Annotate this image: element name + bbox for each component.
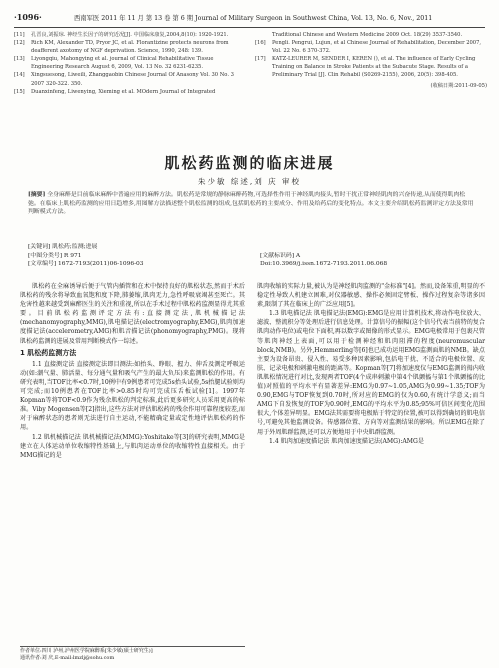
reference-item: Traditional Chinese and Western Medicine 2009 Oct. 18(29) 3537-3540. — [272, 32, 463, 38]
paragraph-1-2: 1.2 肌机械描记法 肌机械描记法(MMG):Yoshitake等[3]的研究表明,MMG是建立在人体运动单位收缩特性基础上,与肌肉运动单位的收缩特性直接相关。由于MMG描记的是 — [20, 433, 245, 459]
article-number: [文章编号] 1672-7193(2011)06-1096-03 — [28, 261, 144, 268]
running-title: 西南军医 2011 年 11 月 第 13 卷 第 6 期 Journal of Military Surgeon in Southwest China, Vol. 13, No. 6, Nov., 2011 — [74, 14, 433, 22]
identifiers-left — [28, 243, 243, 269]
abstract — [28, 191, 474, 217]
reference-item: [14] Xingsuesong, Liweili, Zhanggaobin Chinese Journal Of Anasony Vol. 30 No. 3 2007 320-322. 350. — [14, 72, 234, 87]
abstract-label: [摘要] — [28, 191, 46, 198]
keywords: [关键词] 肌松药;监测;进展 — [28, 244, 98, 250]
page-number: ·1096· — [14, 12, 42, 22]
reference-item: [13] Liyongqiu, Mahongying et al. journal of Clinical Rehabilitative Tissue Engineering Research August 6, 2009, Vol. 13 No. 32 6231-6235. — [14, 56, 214, 71]
references-left — [14, 31, 243, 96]
reference-item: [17] KATZ-LEURER M, SENDER I, KEREN (), et al. The influence of Early Cycling Training on Balance in Stroke Patients at the Subacute Stage. Results of a Preliminary Trial [J]. Clin Rehabil (S0269-2155), 2006, 20(5): 398-405. — [255, 56, 476, 79]
article-authors: 朱少敏 综述,刘 庆 审校 — [197, 177, 302, 186]
article-title: 肌松药监测的临床进展 — [164, 154, 335, 172]
received-date: (收稿日期:2011-09-05) — [430, 82, 487, 89]
references-right — [255, 31, 487, 90]
intro-paragraph: 肌松药在全麻诱导后便于气管内插管和在术中保持良好的肌松状态,然而于术后肌松药的残余将导致血氧饱和度下降,肺萎缩,肌肉无力,急性呼吸衰竭甚至死亡。其危害性越来越受到麻醉医生的关注和重视,所以在手术过程中肌松药监测显得尤其重要。目前肌松药监测评定方法有:直接测定法,肌机械描记法(mechanomyography,MMG),肌电描记法(electromyography,EMG),肌肉加速度描记法(accelerometry,AMG)和肌音描记法(phonomyography,PMG)。现将肌松药监测的进展及常用判断模式作一综述。 — [20, 283, 245, 345]
reference-item: [16] Pengli. Pengrui, Lujun, et al Chinese Journal of Rehabilitation, December 2007, Vol. 22 No. 6 370-372. — [255, 40, 482, 55]
running-header — [14, 10, 485, 24]
author-affiliation: 作者单位:四川 泸州,泸州医学院麻醉系[朱少敏(硕士研究生)] — [20, 648, 153, 654]
body-column-left — [20, 282, 245, 460]
clc-number: [中图分类号] R 971 — [28, 252, 82, 259]
footnote — [20, 646, 245, 663]
paragraph-1-4: 1.4 肌肉加速度描记法 肌肉加速度描记法(AMG):AMG是 — [269, 437, 424, 445]
abstract-text: 全身麻醉是目前临床麻醉中普遍应用的麻醉方法。肌松药是常规的静脉麻醉药物,可选择性作用于神经肌肉接头,暂时干扰正常神经肌肉的兴奋传递,从而使得肌肉松弛。在临床上肌松药监测的应用日趋增多,用图解方法描述整个肌松监测的组成,包括肌松药的主要成分、作用及给药后的变化特点。本文主要介绍肌松药监测评定方法及常用判断模式方法。 — [28, 192, 474, 216]
doi: Doi:10.3969/j.issn.1672-7193.2011.06.068 — [260, 261, 388, 268]
reference-item: [15] Duanxinfeng, Liwenying, Xieming et al. MOdern Journal of Integrated — [14, 88, 216, 95]
paragraph-1-3: 1.3 肌电描记法 肌电描记法(EMG):EMG是应用计算机技术,将动作电位放大、滤波、整流积分等处理后进行信息处理。计算信号的振幅(这个信号代表当前特的复合肌肉动作电位)或电位下面积,再以数字或图像的形式显示。EMG电极常用于包裹尺管等肌肉神经上表面,可以用于检测神经和肌肉阻滞的程度(neuromuscular block,NMB)。另外,Hemmerling等[6]也已成功运用EMG监测面肌的NMB。缺点主要为设备昂贵、侵入性、易受多种因素影响,包括电干扰、不适合的电极位置、皮肤、记录电极和刺激电极的距离等。Kopman等[7]将加速度仪与EMG监测的拇内收肌肌松情况进行对比,发现两者TOF(4个成串刺激中第4个肌颤搐与第1个肌颤搐的比值)对照值的平均水平有显著差异:EMG为0.97~1.05,AMG为0.99~1.35;TOF为0.90,EMG与TOF恢复到0.70时,所对应的EMG的仅为0.60,有统计学意义;而当AMG下自发恢复的TOF为0.90时,EMG的平均水平为0.85;95%可信区间变化范围很大,个体差异明显。EMG法其需要将电极贴于特定的位置,被可以得到确切的肌电信号,可避免其他监测设备。传感器位置、方向等对监测结果的影响。所以EMG在除了用于外周肌群监测,还可以方便地用于中央肌群监测。 — [257, 310, 485, 436]
reference-item: [11] 孔晋良,刘振琼. 神经生长因子的研究近况[J]. 中国临床康复,2004,8(10): 1920-1921. — [14, 32, 229, 38]
body-column-right — [257, 282, 485, 446]
paragraph-1-1: 1.1 直接测定法 直接测定法即目测法:如抬头、睁眼、握力、伸舌及测定呼吸运动(如:潮气量、肺活量、每分通气量和吸气产生的最大负压)来监测肌松的作用。有研究表明,当TOF比率<0.7时,10例中有9例患者可完成5s抬头试验,5s抬腿试验则均可完成;而10例患者在TOF比率>0.85时均可完成压舌板试验[1]。1997年Kopman等将TOF<0.9作为残余肌松的判定标准,此后更多研究人员采用更高的标准。Viby Mogensen等[2]指出,这些方法对评估肌松药的残余作用可靠程度较差,而对于麻醉状态的患者则无法进行自主运动,不能精确定量或定性地评估肌松药的作用。 — [20, 360, 245, 432]
header-rule — [14, 27, 485, 28]
identifiers-right — [260, 243, 475, 269]
paragraph-continued: 肌肉收缩的实际力量,被认为是神经肌肉监测的"金标准"[4]。然而,设备笨重,明显的不稳定性导致人机建立困难,对仪器敏感、操作必须固定臂板、操作过程复杂等诸多因素,限制了其在临床上的广泛应用[5]。 — [257, 283, 485, 309]
section-heading: 1 肌松药监测方法 — [20, 348, 77, 357]
corresponding-author: 通讯作者:刘 庆,E-mail:lmzlj@sohu.com — [20, 655, 115, 662]
document-code: [文献标识码] A — [260, 252, 301, 259]
reference-item: [12] Rich KM, Alexander TD, Pryor JC, et al. Florantizine protects neurons from deafferent axotomy of NGF deprivation. Science, 1990, 248: 139. — [14, 40, 229, 55]
